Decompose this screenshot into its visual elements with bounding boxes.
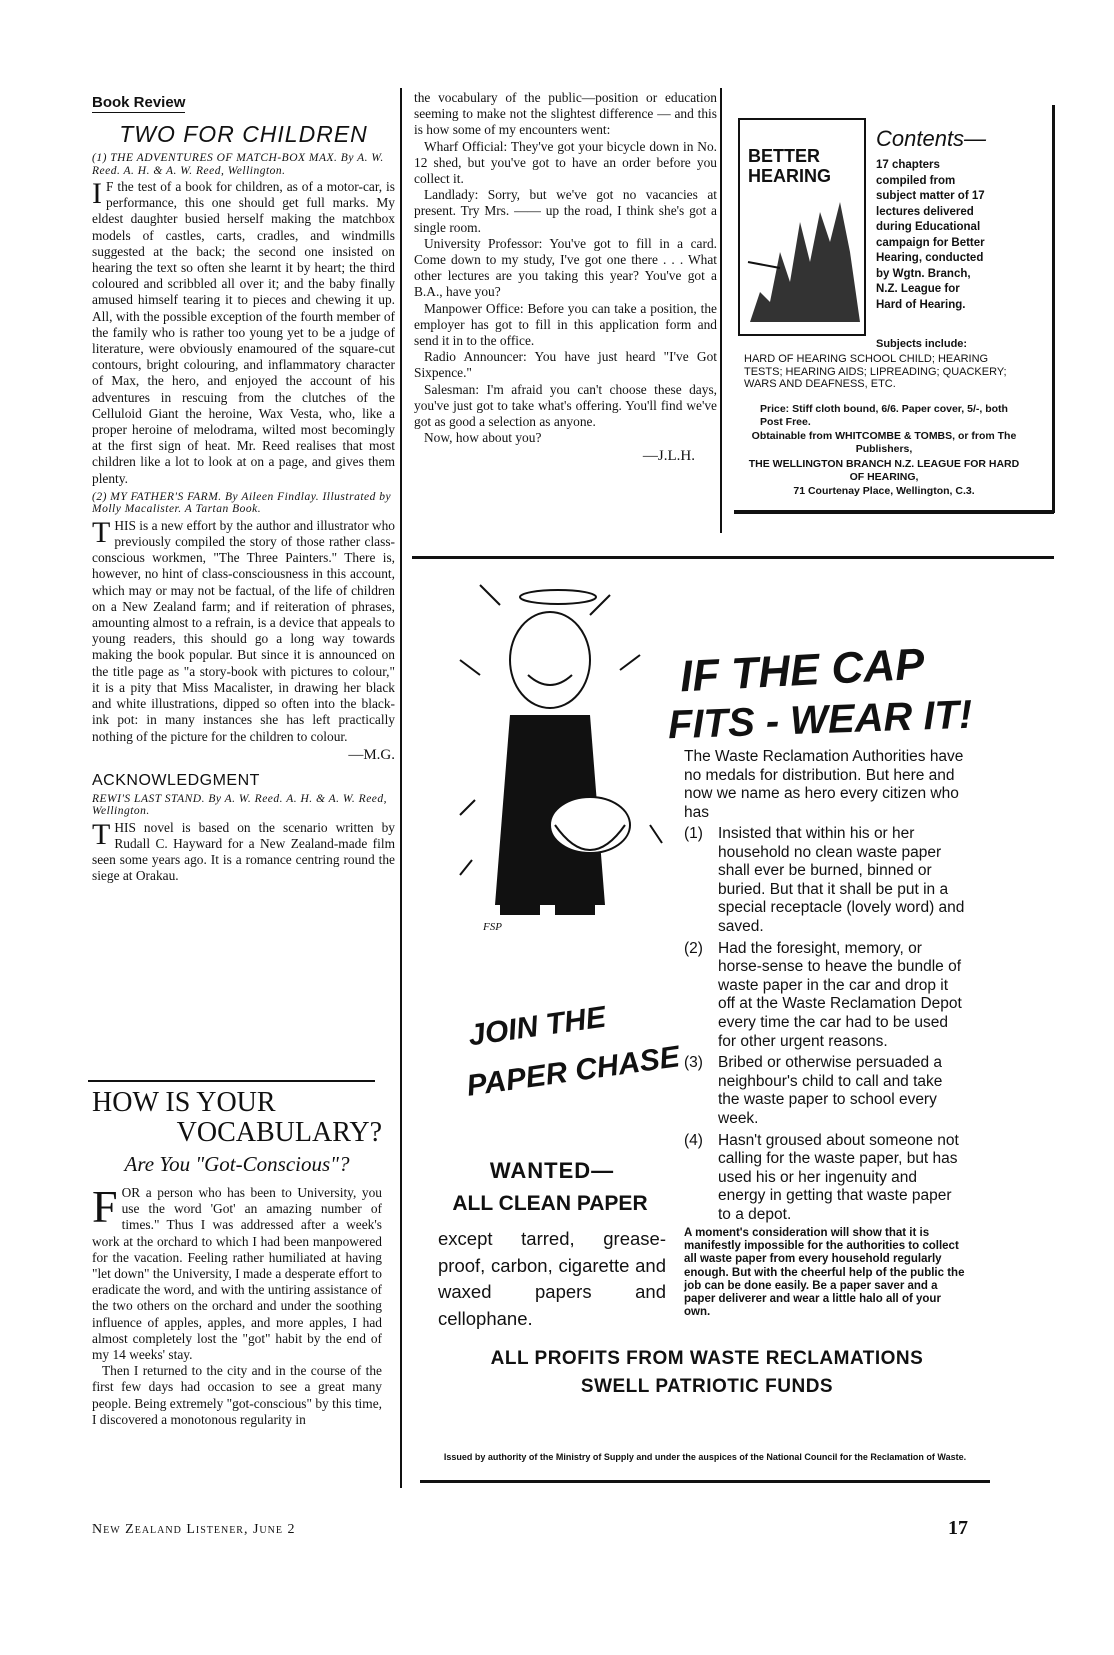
dialogue-line: Salesman: I'm afraid you can't choose these days, you've just got to take what's offering. You'll find we've got as good a selection as anyone. [414, 381, 717, 430]
dialogue-line: Now, how about you? [424, 430, 542, 446]
dropcap: F [92, 1181, 118, 1232]
column-divider [720, 88, 722, 533]
list-item: (3) Bribed or otherwise persuaded a neighbour's child to call and take the waste paper to school every week. [684, 1054, 943, 1127]
acknowledgment-body: HIS novel is based on the scenario written by Rudall C. Hayward for a New Zealand-made film seen some years ago. It is a romance centring round the siege at Orakau. [92, 819, 395, 884]
section-label: Book Review [92, 94, 186, 111]
article-subtitle: Are You "Got-Conscious"? [124, 1152, 350, 1176]
authority-notice: Issued by authority of the Ministry of Supply and under the auspices of the National Council for the Reclamation of Waste. [443, 1452, 967, 1462]
continuation-text: the vocabulary of the public—position or education seeming to make not the slightest difference — and this is how some of my encounters went: [414, 90, 717, 138]
article-title-line1: HOW IS YOUR [92, 1087, 276, 1118]
book1-review [92, 179, 395, 487]
publisher-name: THE WELLINGTON BRANCH N.Z. LEAGUE FOR HARD OF HEARING, [748, 458, 1020, 483]
ad-bottom-border [420, 1480, 990, 1483]
book-cover [738, 118, 866, 336]
dropcap: T [92, 817, 111, 851]
article-para-2 [92, 1363, 382, 1428]
dialogue-line: Wharf Official: They've got your bicycle down in No. 12 shed, but you've got to have an order before you collect it. [414, 138, 717, 187]
profits-line1: ALL PROFITS FROM WASTE RECLAMATIONS [490, 1348, 924, 1369]
list-item: (1) Insisted that within his or her household no clean waste paper shall ever be burned, binned or buried. But that it shall be put in a special receptacle (lovely word) and saved. [684, 825, 965, 935]
vocabulary-article [92, 1082, 382, 1428]
review-signature: —M.G. [348, 746, 395, 763]
hero-list [684, 822, 968, 1224]
dropcap: T [92, 515, 111, 549]
headline-line1: IF THE CAP [678, 639, 926, 702]
article-title-line2: VOCABULARY? [176, 1117, 382, 1148]
mascot-illustration [440, 575, 680, 955]
publication-footer: New Zealand Listener, June 2 [92, 1522, 296, 1537]
dialogue-line: Manpower Office: Before you can take a position, the employer has got to fill in this application form and send it in to the office. [414, 300, 717, 349]
dialogue-line: University Professor: You've got to fill in a card. Come down to my study, I've got one there . . . What other lectures are you taking this year? You've got a B.A., have you? [414, 235, 717, 300]
ad-top-border [412, 556, 1054, 559]
dialogue-line: Landlady: Sorry, but we've got no vacancies at present. Try Mrs. —— up the road, I think she's got a single room. [414, 187, 717, 235]
dropcap: I [92, 177, 102, 210]
list-item: (2) Had the foresight, memory, or horse-sense to heave the bundle of waste paper in the car and drop it off at the Waste Reclamation Depot every time the car had to be used for other urgent reasons. [684, 939, 962, 1050]
price-info: Price: Stiff cloth bound, 6/6. Paper cover, 5/-, both Post Free. [760, 403, 1008, 428]
book2-citation: (2) MY FATHER'S FARM. By Aileen Findlay. Illustrated by Molly Macalister. A Tartan Book. [92, 490, 392, 516]
sound-wave-graphic [740, 182, 864, 332]
subjects-label: Subjects include: [876, 338, 968, 350]
dialogue-line: Radio Announcer: You have just heard "I've Got Sixpence." [414, 349, 717, 381]
artist-signature: FSP [483, 921, 502, 933]
column-1 [92, 94, 395, 885]
acknowledgment-heading: ACKNOWLEDGMENT [92, 771, 260, 789]
ad-intro: The Waste Reclamation Authorities have no medals for distribution. But here and now we name as hero every citizen who has [684, 748, 964, 821]
column-2 [414, 90, 717, 465]
profits-line2: SWELL PATRIOTIC FUNDS [580, 1376, 834, 1397]
ad-closing: A moment's consideration will show that it is manifestly impossible for the authorities to collect all waste paper from every household regularly enough. But with the cheerful help of the public the job can be done easily. Be a paper saver and a paper deliverer and wear a little halo all of your own. [684, 1227, 965, 1319]
book1-text: F the test of a book for children, as of a motor-car, is performance, this one should get full marks. My eldest daughter busied herself making the matchbox models of castles, carts, cradles, and windmills suggested at the back; the second one insisted on hearing the text so often she learnt it by heart; the third coloured and scribbled all over it; and the baby finally amused himself tearing it to pieces and chewing it up. All, with the possible exception of the fourth member of the family who is rather too young yet to be a judge of literature, were obviously enamoured of the square-cut contours, bright colouring, and inflammatory character of Max, the hero, and enjoyed the account of his adventures in rescuing from the clutches of the Celluloid Giant the heroine, Wax Vesta, who, like a proper heroine of melodrama, wilted most becomingly at the first sign of heat. Mr. Reed realises that most children like a lot to look at on a page, and gives them plenty. [92, 179, 395, 486]
ad-border [1052, 105, 1055, 513]
list-item: (4) Hasn't groused about someone not calling for the waste paper, but has used his or her ingenuity and energy in getting that waste paper to a depot. [684, 1131, 959, 1223]
except-text: except tarred, grease-proof, carbon, cigarette and waxed papers and cellophane. [438, 1228, 666, 1329]
headline-line2: FITS - WEAR IT! [667, 692, 974, 748]
wanted-subheading: ALL CLEAN PAPER [452, 1192, 648, 1215]
contents-description: 17 chapters compiled from subject matter of 17 lectures delivered during Educational campaign for Better Hearing, conducted by Wgtn. Branch, N.Z. League for Hard of Hearing. [876, 159, 985, 311]
article-para-2-text: Then I returned to the city and in the course of the first few days had occasion to see a great many people. Being extremely "got-conscious" by this time, I discovered a monotonous regularity in [92, 1363, 382, 1427]
slogan-line1: JOIN THE [466, 1000, 608, 1053]
book-title-line2: HEARING [748, 166, 832, 186]
acknowledgment-citation: REWI'S LAST STAND. By A. W. Reed. A. H. & A. W. Reed, Wellington. [92, 792, 388, 818]
book-title-line1: BETTER [748, 146, 820, 166]
article-signature: —J.L.H. [642, 448, 695, 465]
column-divider [400, 88, 402, 1488]
book2-text: HIS is a new effort by the author and illustrator who previously compiled the story of those rather class-conscious workmen, "The Three Painters." There is, however, no hint of class-consciousness in this account, which may or may not be factual, of the life of children on a New Zealand farm; and if reiteration of phrases, amounting almost to a refrain, is a device that appeals to young readers, this should go a long way towards making the book popular. But since it is announced on the title page as "a story-book with pictures to colour," it is a pity that Miss Macalister, in drawing her black and white illustrations, dipped so often into the black-ink pot: in many instances she has left practically nothing of the picture for the children to colour. [92, 517, 395, 744]
review-title: TWO FOR CHILDREN [119, 121, 368, 147]
acknowledgment-text [92, 817, 395, 885]
article-continuation [414, 90, 717, 446]
book1-citation: (1) THE ADVENTURES OF MATCH-BOX MAX. By A. W. Reed. A. H. & A. W. Reed, Wellington. [92, 152, 384, 177]
book2-review [92, 515, 395, 745]
article-para-1-text: OR a person who has been to University, you use the word 'Got' an amazing number of times." Thus I was addressed after a week's work at the orchard to which I had been manpowered for the vacation. Feeling rather humiliated at having "let down" the University, I made a desperate effort to eradicate the word, and with the untiring assistance of the two others on the orchard and under the soothing influence of apples, apples, and more apples, I had almost completely lost the "got" habit by the end of my 14 weeks' stay. [92, 1185, 382, 1363]
obtainable-from: Obtainable from WHITCOMBE & TOMBS, or from The Publishers, [751, 430, 1017, 455]
slogan-line2: PAPER CHASE [464, 1040, 682, 1103]
contents-heading: Contents— [876, 126, 987, 151]
publisher-address: 71 Courtenay Place, Wellington, C.3. [793, 485, 975, 497]
page-number: 17 [948, 1517, 968, 1539]
article-para-1 [92, 1181, 382, 1363]
wanted-heading: WANTED— [489, 1158, 615, 1183]
subjects-list: HARD OF HEARING SCHOOL CHILD; HEARING TESTS; HEARING AIDS; LIPREADING; QUACKERY; WARS AND DEAFNESS, ETC. [744, 353, 1007, 390]
